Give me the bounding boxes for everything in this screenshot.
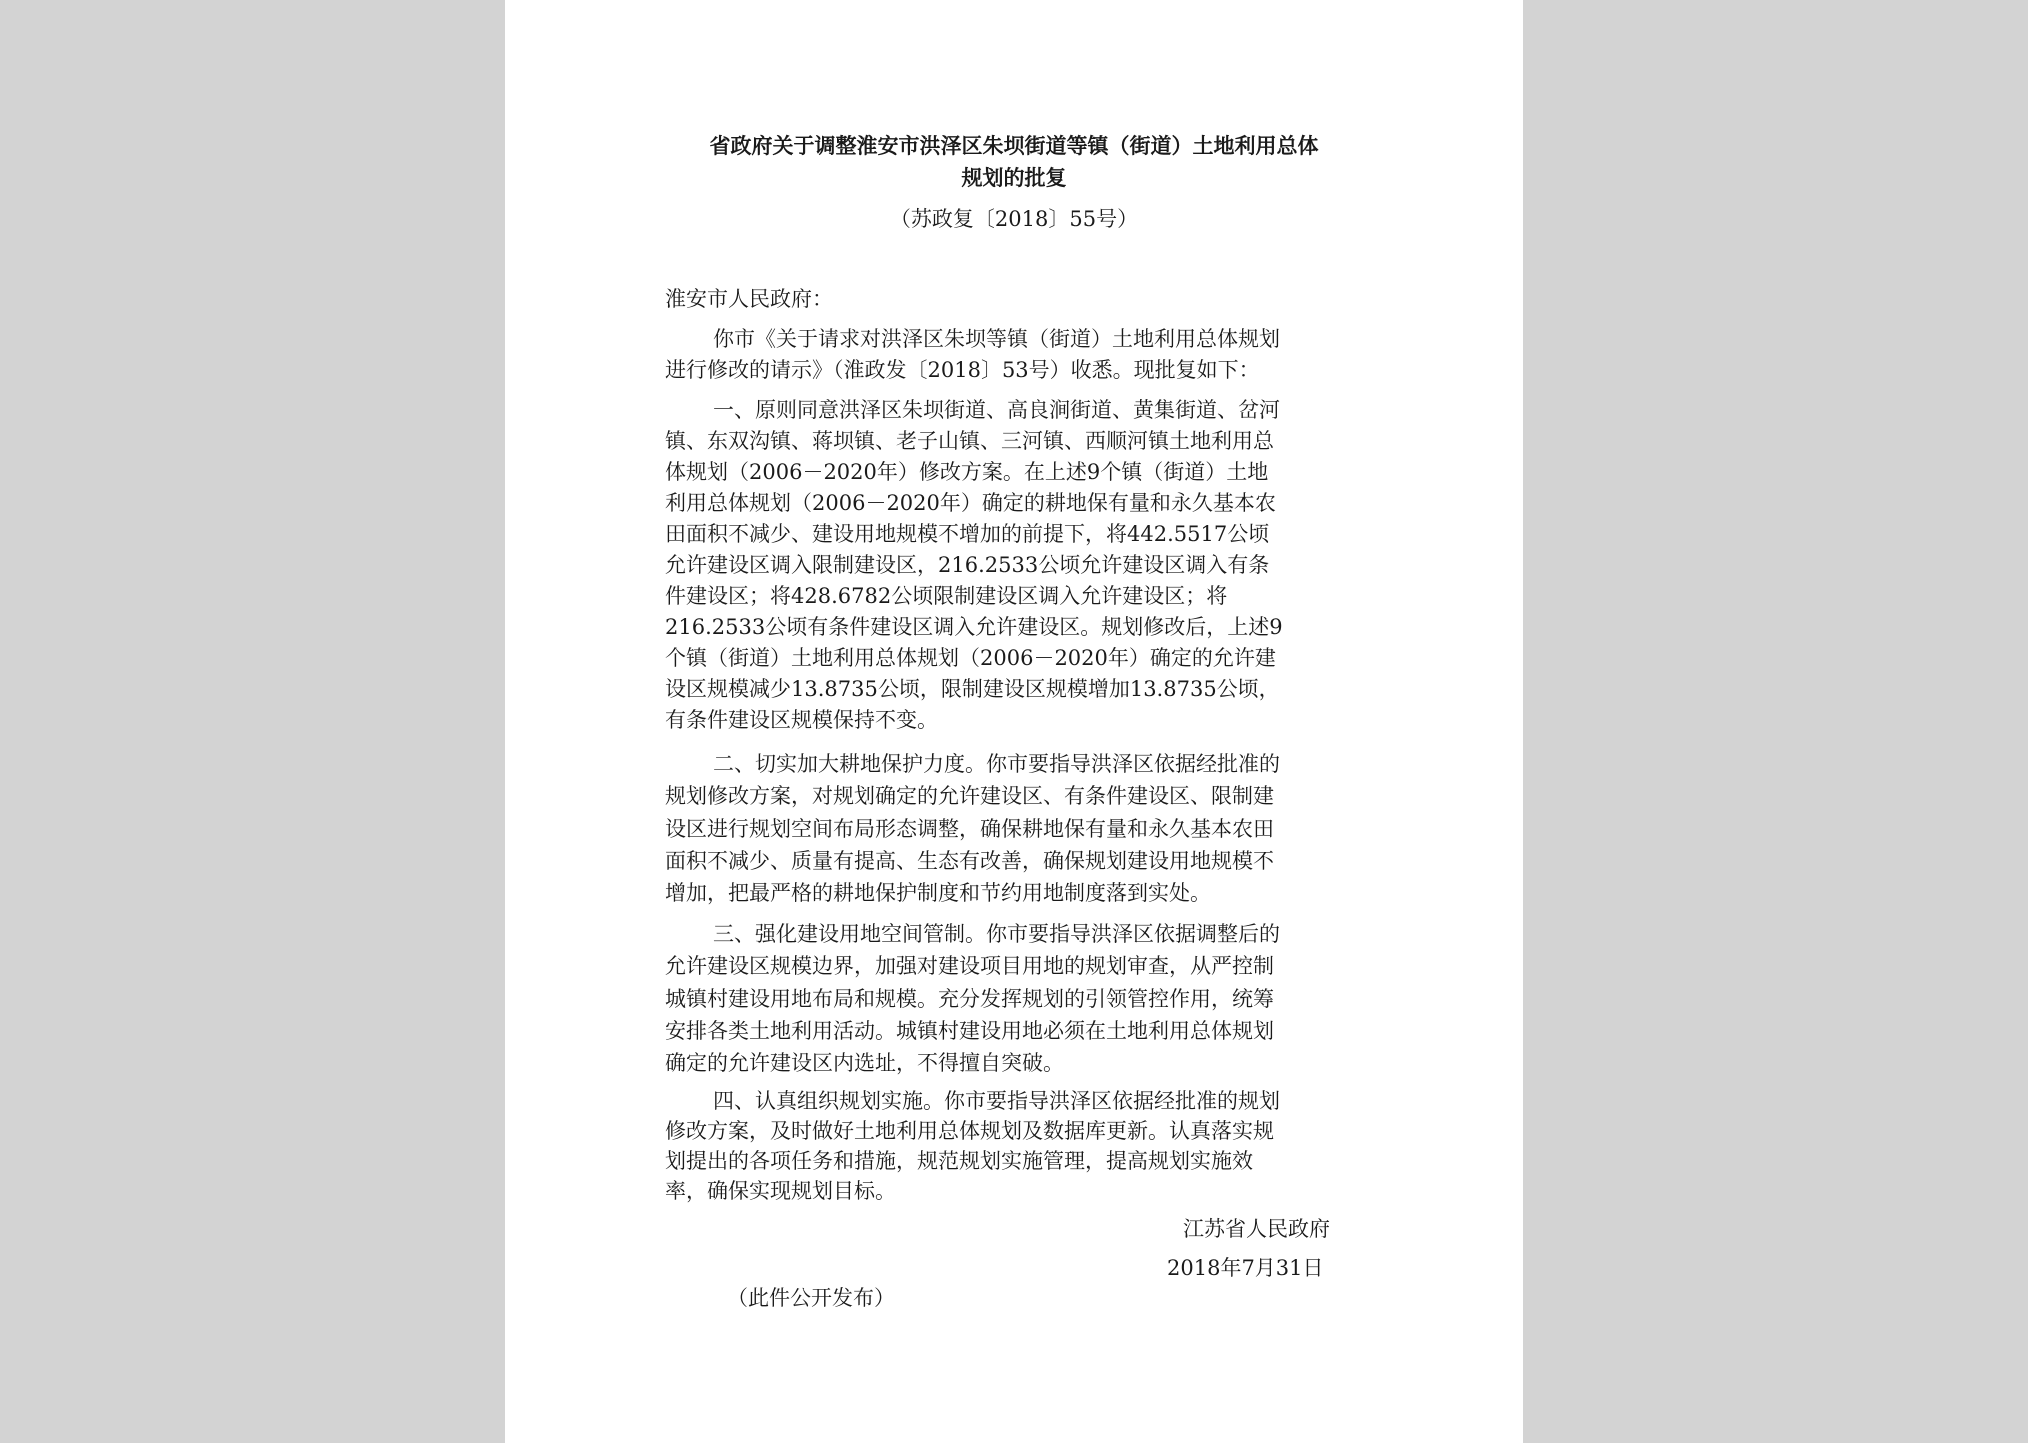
body-line: 件建设区；将428.6782公顷限制建设区调入允许建设区；将: [665, 584, 1228, 608]
body-line: 增加，把最严格的耕地保护制度和节约用地制度落到实处。: [665, 881, 1211, 905]
body-line: 有条件建设区规模保持不变。: [665, 708, 938, 732]
body-line: 一、原则同意洪泽区朱坝街道、高良涧街道、黄集街道、岔河: [713, 398, 1280, 422]
body-line: 面积不减少、质量有提高、生态有改善，确保规划建设用地规模不: [665, 849, 1274, 873]
body-line: 率，确保实现规划目标。: [665, 1179, 896, 1203]
body-line: 规划修改方案，对规划确定的允许建设区、有条件建设区、限制建: [665, 784, 1274, 808]
signature: 江苏省人民政府: [1183, 1217, 1330, 1241]
addressee: 淮安市人民政府：: [665, 287, 833, 311]
body-line: 二、切实加大耕地保护力度。你市要指导洪泽区依据经批准的: [713, 752, 1280, 776]
document-date: 2018年7月31日: [1167, 1256, 1324, 1280]
document-page: [505, 0, 1523, 1443]
body-line: 田面积不减少、建设用地规模不增加的前提下，将442.5517公顷: [665, 522, 1270, 546]
body-line: 镇、东双沟镇、蒋坝镇、老子山镇、三河镇、西顺河镇土地利用总: [665, 429, 1274, 453]
body-line: 利用总体规划（2006－2020年）确定的耕地保有量和永久基本农: [665, 491, 1276, 515]
body-line: 你市《关于请求对洪泽区朱坝等镇（街道）土地利用总体规划: [713, 327, 1280, 351]
publication-note: （此件公开发布）: [727, 1286, 895, 1310]
body-line: 216.2533公顷有条件建设区调入允许建设区。规划修改后，上述9: [665, 615, 1283, 639]
body-line: 设区进行规划空间布局形态调整，确保耕地保有量和永久基本农田: [665, 817, 1274, 841]
document-number: （苏政复〔2018〕55号）: [889, 207, 1139, 231]
body-line: 进行修改的请示》（淮政发〔2018〕53号）收悉。现批复如下：: [665, 358, 1260, 382]
body-line: 允许建设区规模边界，加强对建设项目用地的规划审查，从严控制: [665, 954, 1274, 978]
body-line: 三、强化建设用地空间管制。你市要指导洪泽区依据调整后的: [713, 922, 1280, 946]
body-line: 允许建设区调入限制建设区，216.2533公顷允许建设区调入有条: [665, 553, 1270, 577]
body-line: 体规划（2006－2020年）修改方案。在上述9个镇（街道）土地: [665, 460, 1269, 484]
document-title-line-1: 省政府关于调整淮安市洪泽区朱坝街道等镇（街道）土地利用总体: [709, 133, 1319, 158]
body-line: 划提出的各项任务和措施，规范规划实施管理，提高规划实施效: [665, 1149, 1253, 1173]
body-line: 安排各类土地利用活动。城镇村建设用地必须在土地利用总体规划: [665, 1019, 1274, 1043]
document-title-line-2: 规划的批复: [961, 165, 1067, 190]
body-line: 修改方案，及时做好土地利用总体规划及数据库更新。认真落实规: [665, 1119, 1274, 1143]
body-line: 四、认真组织规划实施。你市要指导洪泽区依据经批准的规划: [713, 1089, 1280, 1113]
body-line: 设区规模减少13.8735公顷，限制建设区规模增加13.8735公顷，: [665, 677, 1280, 701]
body-line: 个镇（街道）土地利用总体规划（2006－2020年）确定的允许建: [665, 646, 1276, 670]
body-line: 城镇村建设用地布局和规模。充分发挥规划的引领管控作用，统筹: [665, 987, 1274, 1011]
body-line: 确定的允许建设区内选址，不得擅自突破。: [665, 1051, 1064, 1075]
